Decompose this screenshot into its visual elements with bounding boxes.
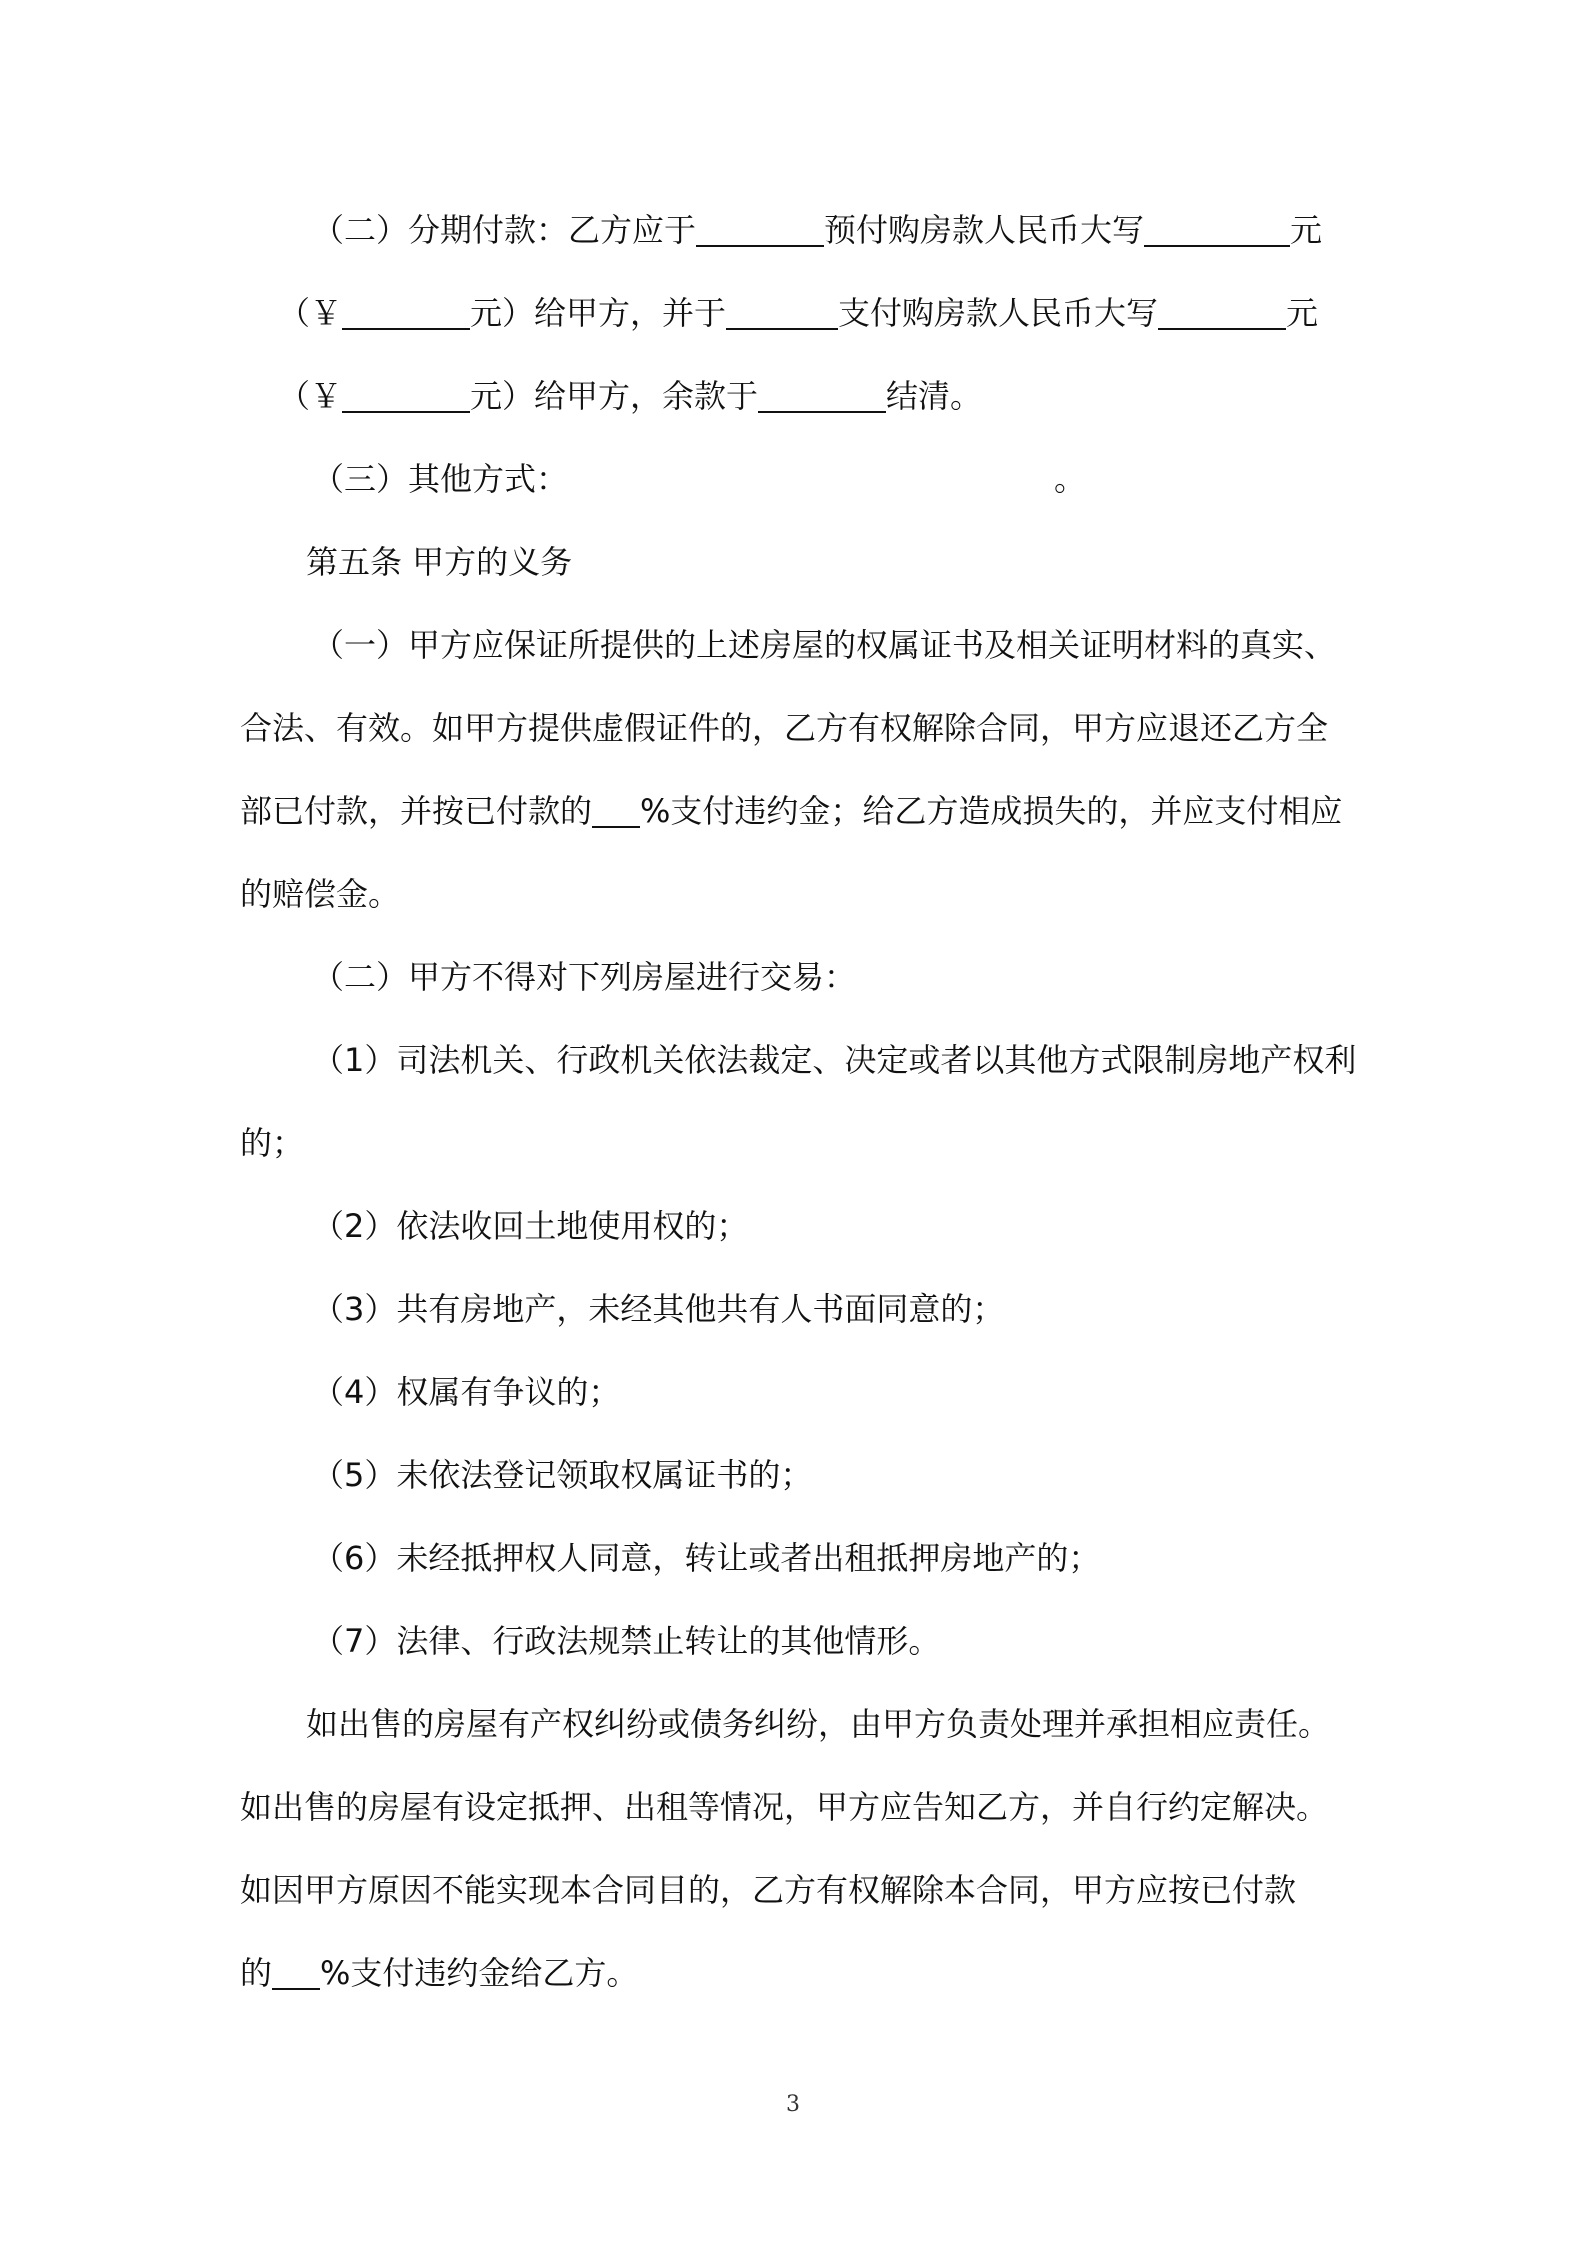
- percent-blank: [592, 796, 640, 828]
- installment-text: 结清。: [886, 377, 983, 415]
- clause-1-line-1: （一）甲方应保证所提供的上述房屋的权属证书及相关证明材料的真实、: [312, 626, 1337, 664]
- clause-2-title: （二）甲方不得对下列房屋进行交易：: [312, 958, 857, 996]
- date-blank: [758, 381, 886, 413]
- installment-text: （二）分期付款：乙方应于: [312, 211, 697, 249]
- item-2: （2）依法收回土地使用权的；: [312, 1207, 749, 1245]
- installment-line-1: [312, 210, 1322, 250]
- closing-text: %支付违约金给乙方。: [320, 1954, 639, 1992]
- percent-blank: [272, 1958, 320, 1990]
- item-1-line-2: 的；: [240, 1124, 305, 1162]
- clause-1-line-2: 合法、有效。如甲方提供虚假证件的，乙方有权解除合同，甲方应退还乙方全: [240, 709, 1329, 747]
- other-method-line: [312, 459, 1086, 499]
- closing-line-2: 如出售的房屋有设定抵押、出租等情况，甲方应告知乙方，并自行约定解决。: [240, 1788, 1329, 1826]
- item-4: （4）权属有争议的；: [312, 1373, 621, 1411]
- installment-text: 元）给甲方，余款于: [470, 377, 759, 415]
- clause-1-line-3: [240, 791, 1342, 831]
- amount-figure-blank: [342, 381, 470, 413]
- installment-text: 元）给甲方，并于: [470, 294, 727, 332]
- amount-figure-blank: [342, 298, 470, 330]
- item-6: （6）未经抵押权人同意，转让或者出租抵押房地产的；: [312, 1539, 1101, 1577]
- article-5-title: 第五条 甲方的义务: [306, 543, 573, 581]
- amount-words-blank: [1144, 215, 1290, 247]
- clause-text: %支付违约金；给乙方造成损失的，并应支付相应: [640, 792, 1343, 830]
- installment-text: 预付购房款人民币大写: [824, 211, 1145, 249]
- period-text: 。: [1054, 460, 1087, 498]
- installment-line-2: [278, 293, 1318, 333]
- closing-line-1: 如出售的房屋有产权纠纷或债务纠纷，由甲方负责处理并承担相应责任。: [306, 1705, 1331, 1743]
- date-blank: [696, 215, 824, 247]
- unit-text: 元: [1290, 211, 1323, 249]
- closing-line-3: 如因甲方原因不能实现本合同目的，乙方有权解除本合同，甲方应按已付款: [240, 1871, 1297, 1909]
- page-number: 3: [786, 2092, 800, 2117]
- date-blank: [726, 298, 838, 330]
- other-method-label: （三）其他方式：: [312, 460, 569, 498]
- unit-text: 元: [1286, 294, 1319, 332]
- currency-text: （￥: [278, 294, 343, 332]
- closing-text: 的: [240, 1954, 273, 1992]
- closing-line-4: [240, 1953, 638, 1993]
- item-3: （3）共有房地产，未经其他共有人书面同意的；: [312, 1290, 1005, 1328]
- clause-text: 部已付款，并按已付款的: [240, 792, 593, 830]
- clause-1-line-4: 的赔偿金。: [240, 875, 401, 913]
- installment-line-3: [278, 376, 982, 416]
- item-7: （7）法律、行政法规禁止转让的其他情形。: [312, 1622, 941, 1660]
- item-5: （5）未依法登记领取权属证书的；: [312, 1456, 813, 1494]
- amount-words-blank: [1158, 298, 1286, 330]
- installment-text: 支付购房款人民币大写: [838, 294, 1159, 332]
- item-1-line-1: （1）司法机关、行政机关依法裁定、决定或者以其他方式限制房地产权利: [312, 1041, 1357, 1079]
- currency-text: （￥: [278, 377, 343, 415]
